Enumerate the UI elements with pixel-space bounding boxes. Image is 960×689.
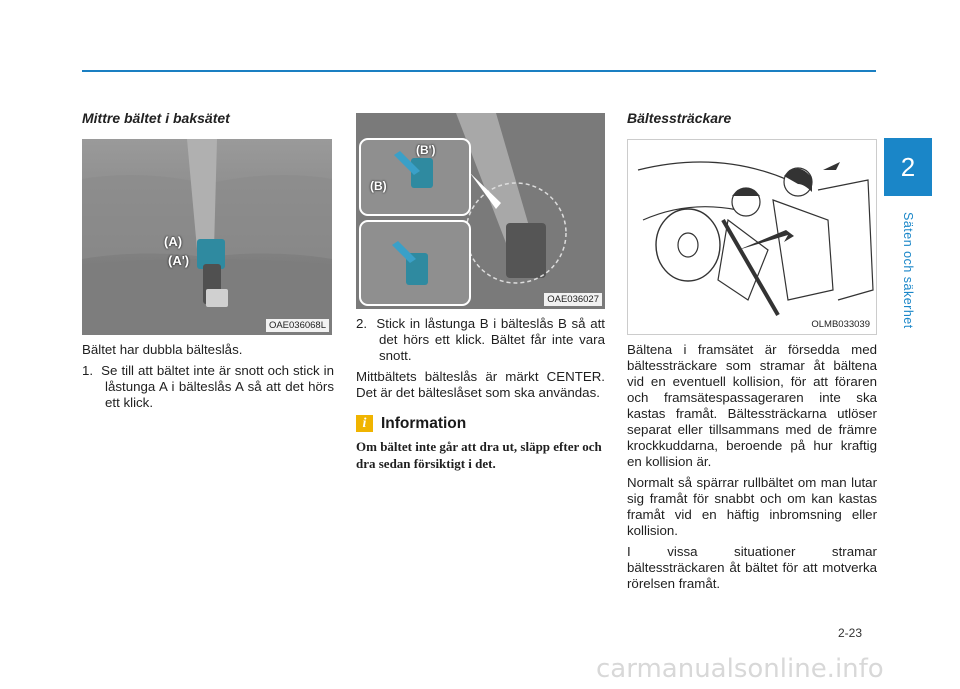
figure-label-b: (B) — [370, 179, 387, 193]
section-heading-pretensioner: Bältessträckare — [627, 110, 732, 126]
center-buckle-text: Mittbältets bälteslås är märkt CENTER. Det är det bälteslåset som ska användas. — [356, 369, 605, 400]
figure-label-a: (A) — [164, 234, 183, 249]
intro-text: Bältet har dubbla bälteslås. — [82, 342, 243, 357]
figure-code: OLMB033039 — [808, 318, 873, 331]
column-1-text — [82, 342, 334, 416]
step-1 — [82, 363, 334, 411]
middle-belt-illustration — [82, 139, 332, 335]
pretensioner-paragraph-2: Normalt så spärrar rullbältet om man lutar sig framåt för snabbt och om kan kastas framåt vid en häftig inbromsning eller kollision. — [627, 475, 877, 538]
step-2-text: Stick in låstunga B i bälteslås B så att det hörs ett klick. Bältet får inte vara snott. — [376, 316, 605, 363]
step-2-number: 2. — [356, 316, 368, 331]
information-text: Om bältet inte går att dra ut, släpp efter och dra sedan försiktigt i det. — [356, 439, 602, 471]
step-2 — [356, 316, 605, 364]
information-header — [356, 415, 605, 432]
pretensioner-paragraph-3: I vissa situationer stramar bältessträckaren åt bältet för att motverka rörelsen framåt. — [627, 544, 877, 591]
section-heading-middle-belt: Mittre bältet i baksätet — [82, 110, 230, 126]
figure-code: OAE036027 — [544, 293, 602, 306]
page-number: 2-23 — [838, 626, 863, 640]
figure-code: OAE036068L — [266, 319, 329, 332]
chapter-number: 2 — [900, 151, 916, 182]
info-icon: i — [356, 415, 373, 432]
column-2-text — [356, 316, 605, 472]
information-title: Information — [381, 414, 467, 432]
figure-middle-belt — [82, 139, 332, 335]
buckle-b-illustration — [356, 113, 605, 309]
chapter-number-tab — [884, 138, 932, 196]
step-1-number: 1. — [82, 363, 94, 378]
figure-buckle-b — [356, 113, 605, 309]
pretensioner-paragraph-1: Bältena i framsätet är försedda med bältessträckare som stramar åt bältena vid en eventuell kollision, för att föraren och framsätespassageraren inte ska kastas framåt. Bältessträckarna utlöser separat eller tillsammans med de främre krockkuddarna, beroende på hur kraftig en kollision är. — [627, 342, 877, 469]
figure-pretensioner — [627, 139, 877, 335]
top-rule — [82, 70, 876, 72]
watermark: carmanualsonline.info — [596, 654, 884, 684]
figure-label-a-prime: (A') — [168, 253, 190, 268]
column-3-text — [627, 342, 877, 597]
step-1-text: Se till att bältet inte är snott och stick in låstunga A i bälteslås A så att det hörs ett klick. — [101, 363, 334, 410]
pretensioner-illustration — [628, 140, 877, 335]
chapter-title: Säten och säkerhet — [901, 211, 915, 329]
figure-label-b-prime: (B') — [416, 143, 436, 157]
